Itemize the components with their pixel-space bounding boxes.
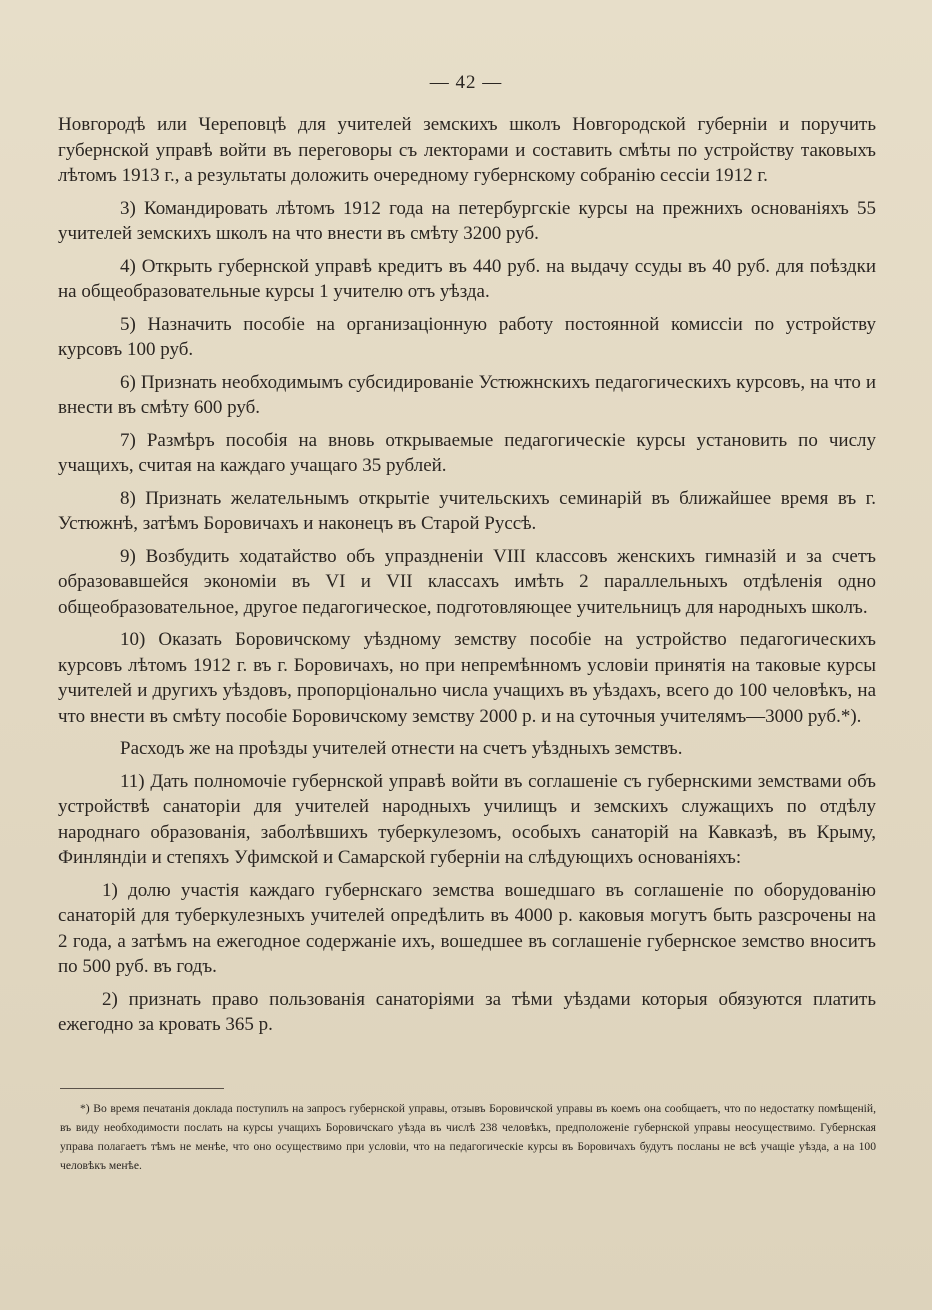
paragraph-item-5: 5) Назначить пособіе на организаціонную работу постоянной комиссіи по устройству курсовъ 100 руб. (58, 313, 876, 360)
paragraph-item-10: 10) Оказать Боровичскому уѣздному земству пособіе на устройство педагогическихъ курсовъ лѣтомъ 1912 г. въ г. Боровичахъ, но при непремѣнномъ условіи принятія на таковые курсы учителей и другихъ уѣздовъ, пропорціонально числа учащихъ въ уѣздахъ, всего до 100 человѣкъ, на что внести въ смѣту пособіе Боровичскому земству 2000 р. и на суточныя учителямъ—3000 руб.*). (58, 629, 876, 727)
paragraph-expenses: Расходъ же на проѣзды учителей отнести на счетъ уѣздныхъ земствъ. (120, 738, 683, 759)
paragraph-subitem-2: 2) признать право пользованія санаторіями за тѣми уѣздами которыя обязуются платить ежегодно за кровать 365 р. (58, 988, 876, 1035)
footnote: *) Во время печатанія доклада поступилъ на запросъ губернской управы, отзывъ Боровичской управы въ коемъ она сообщаетъ, что по недостатку помѣщеній, въ виду необходимости послать на курсы учащихъ Боровичскаго уѣзда въ числѣ 238 человѣкъ, предположеніе губернской управы неосуществимо. Губернская управа полагаетъ тѣмъ не менѣе, что оно осуществимо при условіи, что на педагогическіе курсы въ Боровичахъ будутъ посланы не всѣ учащіе уѣзда, а на 100 человѣкъ менѣе. (60, 1102, 876, 1172)
paragraph-item-6: 6) Признать необходимымъ субсидированіе Устюжнскихъ педагогическихъ курсовъ, на что и внести въ смѣту 600 руб. (58, 371, 876, 418)
paragraph-item-3: 3) Командировать лѣтомъ 1912 года на петербургскіе курсы на прежнихъ основаніяхъ 55 учителей земскихъ школъ на что внести въ смѣту 3200 руб. (58, 197, 876, 244)
paragraph-item-7: 7) Размѣръ пособія на вновь открываемые педагогическіе курсы установить по числу учащихъ, считая на каждаго учащаго 35 рублей. (58, 429, 876, 476)
page-number: — 42 — (429, 72, 503, 93)
paragraph-item-9: 9) Возбудить ходатайство объ упраздненіи VIII классовъ женскихъ гимназій и за счетъ образовавшейся экономіи въ VI и VII классахъ имѣть 2 параллельныхъ отдѣленія одно общеобразовательное, другое педагогическое, подготовляющее учительницъ для народныхъ школъ. (58, 545, 876, 618)
paragraph-continuation: Новгородѣ или Череповцѣ для учителей земскихъ школъ Новгородской губерніи и поручить губернской управѣ войти въ переговоры съ лекторами и составить смѣты по устройству таковыхъ лѣтомъ 1913 г., а результаты доложить очередному губернскому собранію сессіи 1912 г. (58, 114, 876, 186)
footnote-divider (60, 1088, 224, 1089)
paragraph-item-8: 8) Признать желательнымъ открытіе учительскихъ семинарій въ ближайшее время въ г. Устюжнѣ, затѣмъ Боровичахъ и наконецъ въ Старой Руссѣ. (58, 487, 876, 534)
paragraph-item-4: 4) Открыть губернской управѣ кредитъ въ 440 руб. на выдачу ссуды въ 40 руб. для поѣздки на общеобразовательные курсы 1 учителю отъ уѣзда. (58, 255, 876, 302)
paragraph-item-11: 11) Дать полномочіе губернской управѣ войти въ соглашеніе съ губернскими земствами объ устройствѣ санаторіи для учителей народныхъ училищъ и земскихъ служащихъ по отдѣлу народнаго образованія, заболѣвшихъ туберкулезомъ, особыхъ санаторій на Кавказѣ, въ Крыму, Финляндіи и степяхъ Уфимской и Самарской губерніи на слѣдующихъ основаніяхъ: (58, 770, 876, 868)
document-body (58, 112, 876, 1045)
paragraph-subitem-1: 1) долю участія каждаго губернскаго земства вошедшаго въ соглашеніе по оборудованію санаторій для туберкулезныхъ учителей опредѣлить въ 4000 р. каковыя могутъ быть разсрочены на 2 года, а затѣмъ на ежегодное содержаніе ихъ, вошедшее въ соглашеніе губернское земство вноситъ по 500 руб. въ годъ. (58, 879, 876, 977)
